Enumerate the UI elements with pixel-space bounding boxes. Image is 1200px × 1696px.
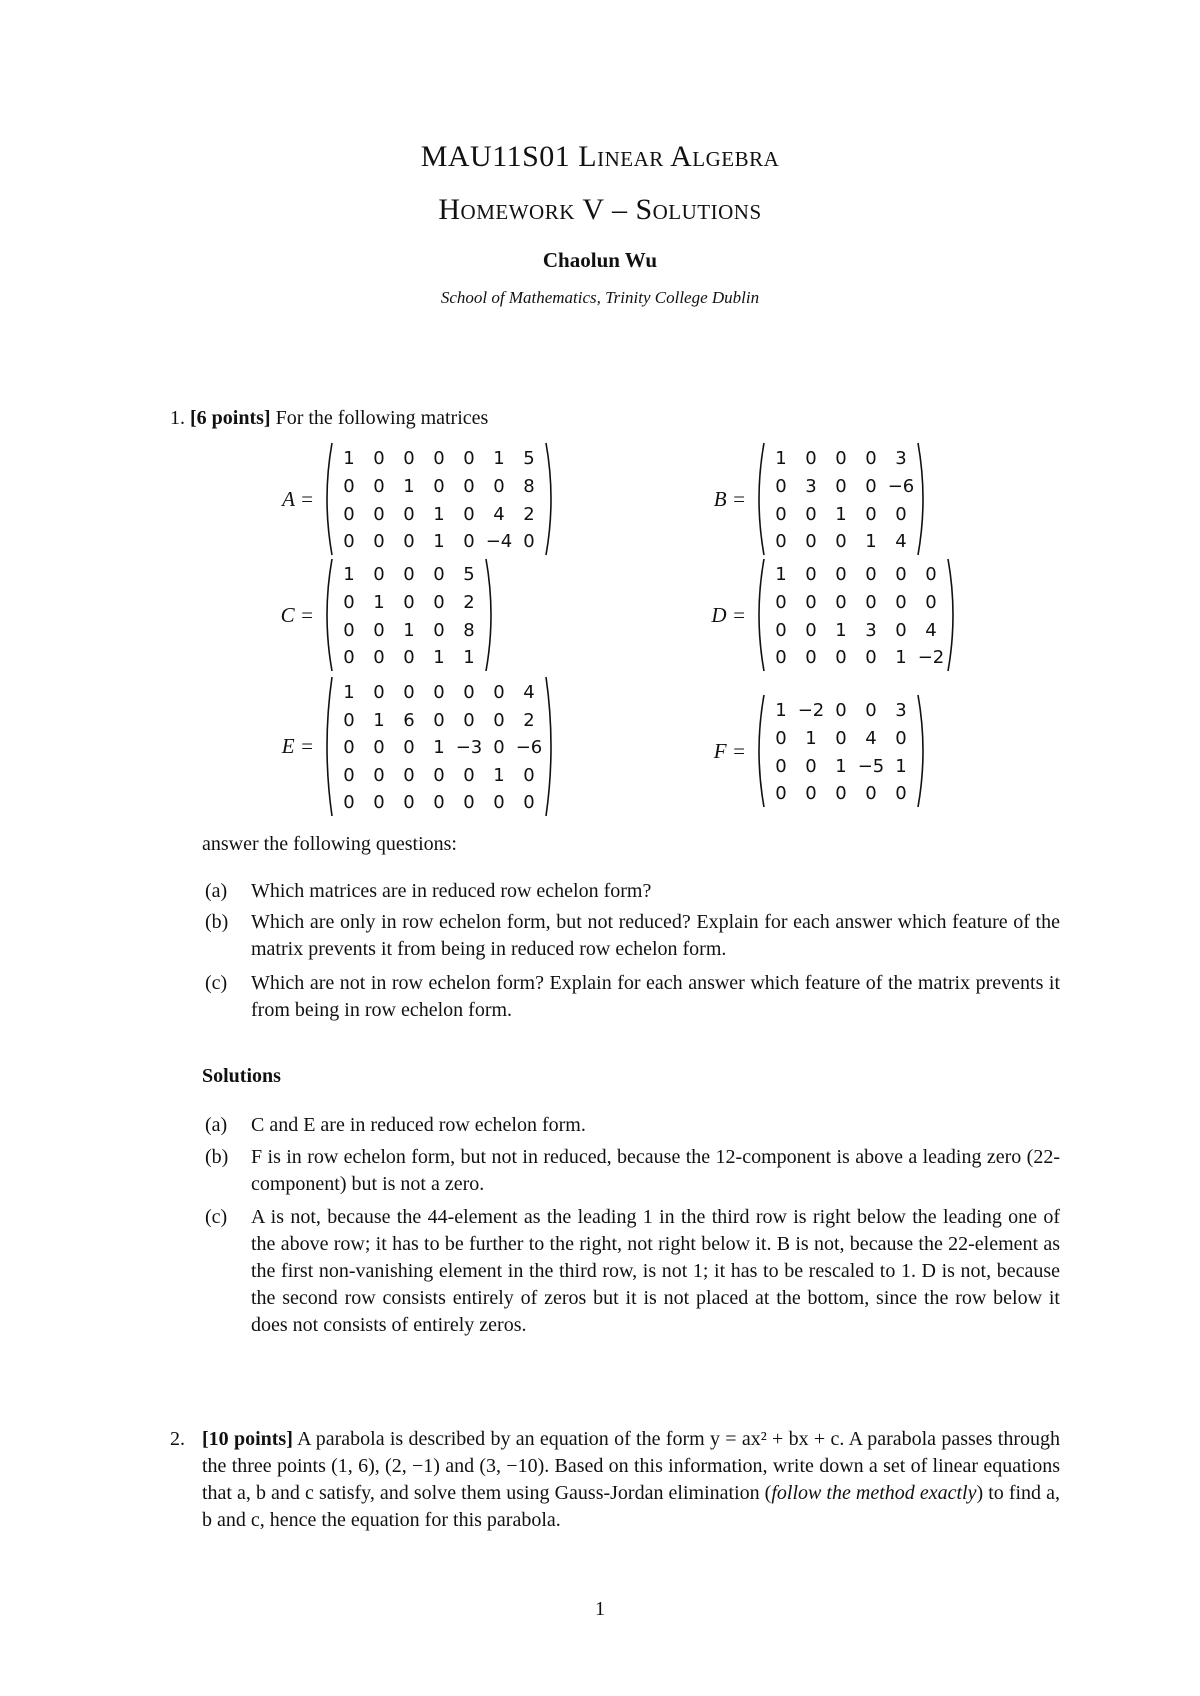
matrix-cell: 0 xyxy=(433,619,445,641)
matrix-cell: 8 xyxy=(463,619,475,641)
matrix-body xyxy=(320,558,498,672)
matrix-cell: 4 xyxy=(493,503,505,525)
matrix-cell: 0 xyxy=(895,619,907,641)
matrix-cell: 0 xyxy=(373,448,385,469)
matrix-cell: 0 xyxy=(805,619,817,641)
matrix-cell: 1 xyxy=(463,647,475,669)
matrix-cell: 0 xyxy=(433,682,445,703)
question-2-body xyxy=(202,1426,1060,1534)
matrix-cell: 0 xyxy=(433,591,445,613)
matrix-cell: 0 xyxy=(835,564,847,585)
matrix-cell: 1 xyxy=(895,755,907,777)
solution-b-label: (b) xyxy=(205,1146,229,1168)
solution-b xyxy=(205,1144,1060,1198)
solution-c-text: A is not, because the 44-element as the leading 1 in the third row is right below the leading one of the above row; it has to be further to the right, not right below it. B is not, because the 22-element as the first non-vanishing element in the third row, is not 1; it has to be rescaled to 1. D is not, because the second row consists entirely of zeros but it is not placed at the bottom, since the row below it does not consists of entirely zeros. xyxy=(251,1206,1060,1336)
solution-c xyxy=(205,1204,1060,1364)
matrix-e xyxy=(268,676,558,817)
matrix-cell: 1 xyxy=(805,727,817,749)
question-1-after: answer the following questions: xyxy=(202,833,457,855)
matrix-cell: 0 xyxy=(373,564,385,585)
question-2-text-2: ) to find a, b and c, hence the equation for this parabola. xyxy=(202,1482,1061,1531)
matrix-cell: 8 xyxy=(523,475,535,497)
solution-a xyxy=(205,1112,1060,1139)
matrix-cell: 1 xyxy=(343,448,355,469)
solution-a-text: C and E are in reduced row echelon form. xyxy=(251,1114,586,1136)
matrix-body xyxy=(320,676,558,817)
matrix-cell: 1 xyxy=(493,764,505,786)
question-a xyxy=(205,878,1060,905)
matrix-cell: 0 xyxy=(433,475,445,497)
matrix-cell: 1 xyxy=(373,591,385,613)
matrix-c xyxy=(268,558,498,672)
matrix-cell: 0 xyxy=(865,700,877,721)
matrix-cell: 0 xyxy=(373,531,385,553)
matrix-cell: 0 xyxy=(403,591,415,613)
matrix-body xyxy=(752,558,960,672)
matrix-cell: 0 xyxy=(493,475,505,497)
matrix-cell: 0 xyxy=(463,682,475,703)
matrix-cell: 0 xyxy=(835,531,847,553)
matrix-cell: 4 xyxy=(925,619,937,641)
matrix-cell: 0 xyxy=(493,709,505,731)
matrix-cell: 0 xyxy=(805,647,817,669)
left-paren xyxy=(320,442,334,556)
matrix-cell: 1 xyxy=(433,503,445,525)
matrix-cell: 1 xyxy=(343,564,355,585)
matrix-cell: 2 xyxy=(463,591,475,613)
question-1-intro-text: For the following matrices xyxy=(275,407,489,429)
matrix-body xyxy=(320,442,558,556)
matrix-cell: 0 xyxy=(343,792,355,814)
matrix-cell: 0 xyxy=(865,591,877,613)
matrix-cell: 0 xyxy=(463,475,475,497)
matrix-cell: 0 xyxy=(805,755,817,777)
matrix-cell: 0 xyxy=(925,564,937,585)
matrix-cell: 0 xyxy=(403,531,415,553)
matrix-cell: 0 xyxy=(835,591,847,613)
matrix-cell: 0 xyxy=(373,764,385,786)
solution-c-label: (c) xyxy=(205,1206,228,1228)
matrix-cell: 1 xyxy=(835,503,847,525)
matrix-cell: 0 xyxy=(805,564,817,585)
question-b xyxy=(205,909,1060,963)
matrix-cell: 3 xyxy=(895,448,907,469)
matrix-cell: 0 xyxy=(343,764,355,786)
matrix-cell: −2 xyxy=(797,700,825,721)
matrix-cell: 0 xyxy=(343,591,355,613)
matrix-cell: 0 xyxy=(775,783,787,805)
matrix-cell: 0 xyxy=(343,475,355,497)
matrix-cell: 3 xyxy=(865,619,877,641)
right-paren xyxy=(544,676,558,817)
matrix-cell: 0 xyxy=(343,737,355,759)
matrix-cell: 1 xyxy=(433,531,445,553)
question-2-number: 2. xyxy=(170,1428,185,1450)
question-1-number: 1. xyxy=(170,407,185,429)
matrix-cell: 0 xyxy=(403,647,415,669)
matrix-cell: 0 xyxy=(775,531,787,553)
matrix-cell: 4 xyxy=(865,727,877,749)
matrix-cell: 1 xyxy=(433,737,445,759)
matrix-label: E = xyxy=(281,734,314,758)
matrix-cell: 0 xyxy=(523,764,535,786)
question-1-points: [6 points] xyxy=(190,407,271,429)
matrix-cell: 0 xyxy=(373,503,385,525)
matrix-cell: 5 xyxy=(463,564,475,585)
matrix-cell: 0 xyxy=(895,727,907,749)
matrix-cell: −3 xyxy=(455,737,483,759)
matrix-cell: 0 xyxy=(895,783,907,805)
matrix-b xyxy=(700,442,930,556)
right-paren xyxy=(484,558,498,672)
matrix-cell: 0 xyxy=(463,448,475,469)
question-c-text: Which are not in row echelon form? Explain for each answer which feature of the matrix prevents it from being in row echelon form. xyxy=(251,972,1060,1021)
matrix-cell: 0 xyxy=(835,783,847,805)
matrix-cell: −2 xyxy=(917,647,945,669)
matrix-cell: 0 xyxy=(463,764,475,786)
matrix-cell: 1 xyxy=(865,531,877,553)
matrix-body xyxy=(752,442,930,556)
matrix-cell: 0 xyxy=(805,591,817,613)
matrix-cell: 1 xyxy=(835,755,847,777)
matrix-cell: 2 xyxy=(523,709,535,731)
matrix-cell: 1 xyxy=(373,709,385,731)
solution-a-label: (a) xyxy=(205,1114,228,1136)
matrix-cell: 0 xyxy=(463,792,475,814)
matrix-f xyxy=(700,694,930,808)
matrix-cell: 1 xyxy=(775,700,787,721)
author-name: Chaolun Wu xyxy=(542,248,658,272)
left-paren xyxy=(752,694,766,808)
matrix-cell: 0 xyxy=(403,503,415,525)
matrix-label: F = xyxy=(713,738,746,763)
matrix-cell: 0 xyxy=(895,503,907,525)
matrix-cell: −6 xyxy=(887,475,915,497)
matrix-cell: 0 xyxy=(805,503,817,525)
question-a-label: (a) xyxy=(205,880,228,902)
matrix-cell: 0 xyxy=(373,682,385,703)
question-c-label: (c) xyxy=(205,972,228,994)
matrix-a xyxy=(268,442,558,556)
matrix-cell: 0 xyxy=(403,764,415,786)
right-paren xyxy=(946,558,960,672)
matrix-cell: 0 xyxy=(343,531,355,553)
matrix-cell: 0 xyxy=(433,564,445,585)
matrix-label: A = xyxy=(282,486,314,511)
matrix-cell: 5 xyxy=(523,448,535,469)
matrix-cell: 0 xyxy=(925,591,937,613)
matrix-cell: 0 xyxy=(775,591,787,613)
matrix-cell: 0 xyxy=(433,792,445,814)
matrix-cell: 1 xyxy=(343,682,355,703)
matrix-cell: 0 xyxy=(343,709,355,731)
matrix-cell: 0 xyxy=(523,531,535,553)
matrix-cell: 0 xyxy=(493,737,505,759)
course-title: MAU11S01 Linear Algebra xyxy=(420,140,780,173)
matrix-cell: 0 xyxy=(835,647,847,669)
matrix-cell: 0 xyxy=(463,531,475,553)
right-paren xyxy=(544,442,558,556)
matrix-cell: 0 xyxy=(775,475,787,497)
matrix-cell: 0 xyxy=(373,737,385,759)
matrix-cell: −5 xyxy=(857,755,885,777)
matrix-cell: 0 xyxy=(865,564,877,585)
matrix-cell: 0 xyxy=(835,448,847,469)
matrix-label: D = xyxy=(711,602,746,627)
matrix-cell: −4 xyxy=(485,531,513,553)
matrix-cell: 0 xyxy=(403,682,415,703)
question-2-emph: follow the method exactly xyxy=(771,1482,977,1504)
matrix-cell: 0 xyxy=(865,475,877,497)
matrix-cell: 0 xyxy=(805,448,817,469)
question-a-text: Which matrices are in reduced row echelon form? xyxy=(251,880,652,902)
matrix-cell: 0 xyxy=(805,783,817,805)
matrix-cell: 0 xyxy=(865,647,877,669)
question-1-intro xyxy=(170,405,488,432)
matrix-cell: 0 xyxy=(835,700,847,721)
matrix-cell: 0 xyxy=(433,764,445,786)
matrix-cell: 0 xyxy=(433,709,445,731)
matrix-cell: 0 xyxy=(775,647,787,669)
matrix-cell: 0 xyxy=(343,647,355,669)
matrix-cell: 0 xyxy=(805,531,817,553)
affiliation: School of Mathematics, Trinity College Dublin xyxy=(440,288,760,307)
left-paren xyxy=(752,442,766,556)
matrix-cell: 0 xyxy=(433,448,445,469)
solution-b-text: F is in row echelon form, but not in reduced, because the 12-component is above a leading zero (22-component) but is not a zero. xyxy=(251,1146,1060,1195)
matrix-cell: 1 xyxy=(895,647,907,669)
left-paren xyxy=(752,558,766,672)
question-2-points: [10 points] xyxy=(202,1428,293,1450)
matrix-body xyxy=(752,694,930,808)
matrix-cell: 0 xyxy=(835,475,847,497)
matrix-cell: 1 xyxy=(403,619,415,641)
matrix-cell: 0 xyxy=(373,475,385,497)
matrix-cell: 0 xyxy=(403,448,415,469)
matrix-cell: 0 xyxy=(463,709,475,731)
question-2-text-1: A parabola is described by an equation of the form y = ax² + bx + c. A parabola passes through the three points (1, 6), (2, −1) and (3, −10). Based on this information, write down a set of linear equations that a, b and c satisfy, and solve them using Gauss-Jordan elimination ( xyxy=(202,1428,1060,1504)
question-b-label: (b) xyxy=(205,911,229,933)
matrix-cell: 3 xyxy=(805,475,817,497)
solutions-heading: Solutions xyxy=(202,1065,281,1087)
question-c xyxy=(205,970,1060,1024)
matrix-cell: 0 xyxy=(373,619,385,641)
matrix-cell: 1 xyxy=(775,448,787,469)
matrix-label: B = xyxy=(713,486,746,511)
matrix-cell: 0 xyxy=(895,591,907,613)
matrix-cell: 0 xyxy=(835,727,847,749)
matrix-cell: 0 xyxy=(865,448,877,469)
matrix-cell: 0 xyxy=(403,737,415,759)
matrix-cell: 0 xyxy=(403,792,415,814)
right-paren xyxy=(916,694,930,808)
homework-title: Homework V – Solutions xyxy=(438,193,762,226)
matrix-cell: 4 xyxy=(523,682,535,703)
matrix-label: C = xyxy=(280,602,314,627)
matrix-cell: 3 xyxy=(895,700,907,721)
matrix-cell: 2 xyxy=(523,503,535,525)
left-paren xyxy=(320,676,334,817)
matrix-cell: 0 xyxy=(373,792,385,814)
matrix-cell: 0 xyxy=(523,792,535,814)
matrix-cell: 0 xyxy=(775,727,787,749)
matrix-cell: 0 xyxy=(865,503,877,525)
matrix-cell: 6 xyxy=(403,709,415,731)
matrix-cell: 0 xyxy=(493,682,505,703)
matrix-cell: 0 xyxy=(775,503,787,525)
matrix-cell: 0 xyxy=(895,564,907,585)
matrix-cell: 1 xyxy=(775,564,787,585)
matrix-cell: 0 xyxy=(343,503,355,525)
page-number: 1 xyxy=(595,1598,605,1620)
matrix-cell: 0 xyxy=(865,783,877,805)
matrix-cell: 1 xyxy=(433,647,445,669)
matrix-cell: −6 xyxy=(515,737,543,759)
matrix-cell: 0 xyxy=(463,503,475,525)
matrix-cell: 0 xyxy=(775,619,787,641)
matrix-d xyxy=(700,558,960,672)
matrix-cell: 1 xyxy=(835,619,847,641)
matrix-cell: 0 xyxy=(403,564,415,585)
matrix-cell: 0 xyxy=(493,792,505,814)
left-paren xyxy=(320,558,334,672)
matrix-cell: 0 xyxy=(373,647,385,669)
matrix-cell: 0 xyxy=(343,619,355,641)
question-b-text: Which are only in row echelon form, but not reduced? Explain for each answer which feature of the matrix prevents it from being in reduced row echelon form. xyxy=(251,911,1060,960)
matrix-cell: 1 xyxy=(403,475,415,497)
matrix-cell: 4 xyxy=(895,531,907,553)
matrix-cell: 0 xyxy=(775,755,787,777)
matrix-cell: 1 xyxy=(493,448,505,469)
right-paren xyxy=(916,442,930,556)
